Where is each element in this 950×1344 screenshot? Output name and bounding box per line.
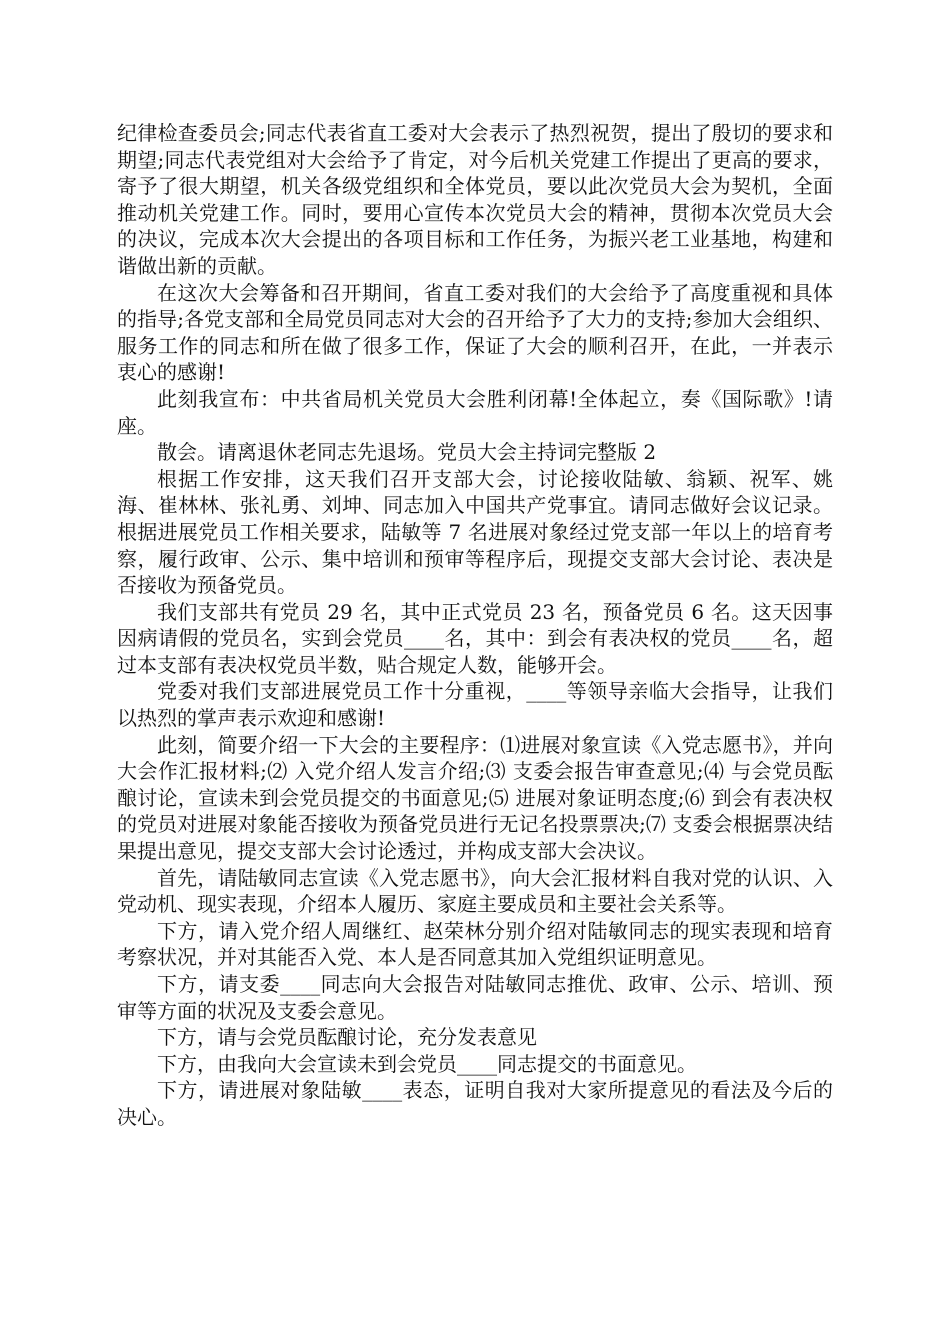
paragraph-3: 此刻我宣布：中共省局机关党员大会胜利闭幕!全体起立，奏《国际歌》!请座。 (117, 386, 833, 438)
document-page (117, 120, 833, 1131)
paragraph-6: 我们支部共有党员 29 名，其中正式党员 23 名，预备党员 6 名。这天因事因病请假的党员名，实到会党员____名，其中：到会有表决权的党员____名，超过本支部有表决权党员半数，贴合规定人数，能够开会。 (117, 599, 833, 677)
paragraph-2: 在这次大会筹备和召开期间，省直工委对我们的大会给予了高度重视和具体的指导;各党支部和全局党员同志对大会的召开给予了大力的支持;参加大会组织、服务工作的同志和所在做了很多工作，保证了大会的顺利召开，在此，一并表示衷心的感谢! (117, 280, 833, 385)
paragraph-12: 下方，请与会党员酝酿讨论，充分发表意见 (157, 1025, 537, 1050)
paragraph-7: 党委对我们支部进展党员工作十分重视，____等领导亲临大会指导，让我们以热烈的掌声表示欢迎和感谢! (117, 679, 833, 731)
paragraph-8: 此刻，简要介绍一下大会的主要程序：⑴进展对象宣读《入党志愿书》，并向大会作汇报材料;⑵ 入党介绍人发言介绍;⑶ 支委会报告审查意见;⑷ 与会党员酝酿讨论，宣读未到会党员提交的书面意见;⑸ 进展对象证明态度;⑹ 到会有表决权的党员对进展对象能否接收为预备党员进行无记名投票票决;⑺ 支委会根据票决结果提出意见，提交支部大会讨论透过，并构成支部大会决议。 (117, 732, 833, 864)
paragraph-13: 下方，由我向大会宣读未到会党员____同志提交的书面意见。 (157, 1051, 697, 1076)
paragraph-11: 下方，请支委____同志向大会报告对陆敏同志推优、政审、公示、培训、预审等方面的状况及支委会意见。 (117, 972, 833, 1023)
paragraph-9: 首先，请陆敏同志宣读《入党志愿书》，向大会汇报材料自我对党的认识、入党动机、现实表现，介绍本人履历、家庭主要成员和主要社会关系等。 (117, 865, 833, 917)
paragraph-14: 下方，请进展对象陆敏____表态，证明自我对大家所提意见的看法及今后的决心。 (117, 1078, 833, 1129)
paragraph-10: 下方，请入党介绍人周继红、赵荣林分别介绍对陆敏同志的现实表现和培育考察状况，并对其能否入党、本人是否同意其加入党组织证明意见。 (117, 918, 833, 970)
paragraph-4: 散会。请离退休老同志先退场。党员大会主持词完整版 2 (157, 440, 657, 465)
paragraph-1: 纪律检查委员会;同志代表省直工委对大会表示了热烈祝贺，提出了殷切的要求和期望;同志代表党组对大会给予了肯定，对今后机关党建工作提出了更高的要求，寄予了很大期望，机关各级党组织和全体党员，要以此次党员大会为契机，全面推动机关党建工作。同时，要用心宣传本次党员大会的精神，贯彻本次党员大会的决议，完成本次大会提出的各项目标和工作任务，为振兴老工业基地，构建和谐做出新的贡献。 (117, 121, 833, 278)
paragraph-5: 根据工作安排，这天我们召开支部大会，讨论接收陆敏、翁颖、祝军、姚海、崔林林、张礼勇、刘坤、同志加入中国共产党事宜。请同志做好会议记录。根据进展党员工作相关要求，陆敏等 7 名进展对象经过党支部一年以上的培育考察，履行政审、公示、集中培训和预审等程序后，现提交支部大会讨论、表决是否接收为预备党员。 (117, 466, 833, 598)
